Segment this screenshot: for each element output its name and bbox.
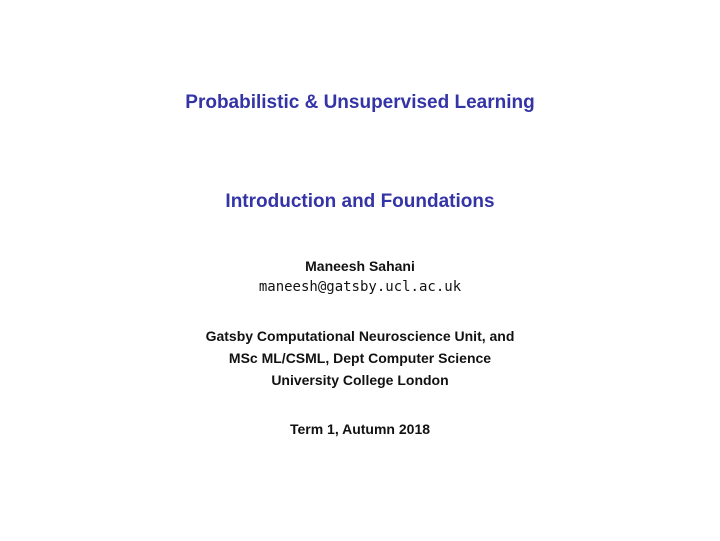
affiliation-line-3: University College London [271,372,449,388]
author-email: maneesh@gatsby.ucl.ac.uk [258,279,462,295]
author-name: Maneesh Sahani [305,258,415,274]
affiliation-line-1: Gatsby Computational Neuroscience Unit, and [205,328,515,344]
term-date: Term 1, Autumn 2018 [289,421,431,437]
slide-subtitle: Introduction and Foundations [225,191,495,212]
affiliation-line-2: MSc ML/CSML, Dept Computer Science [228,350,492,366]
slide-title: Probabilistic & Unsupervised Learning [185,92,535,113]
